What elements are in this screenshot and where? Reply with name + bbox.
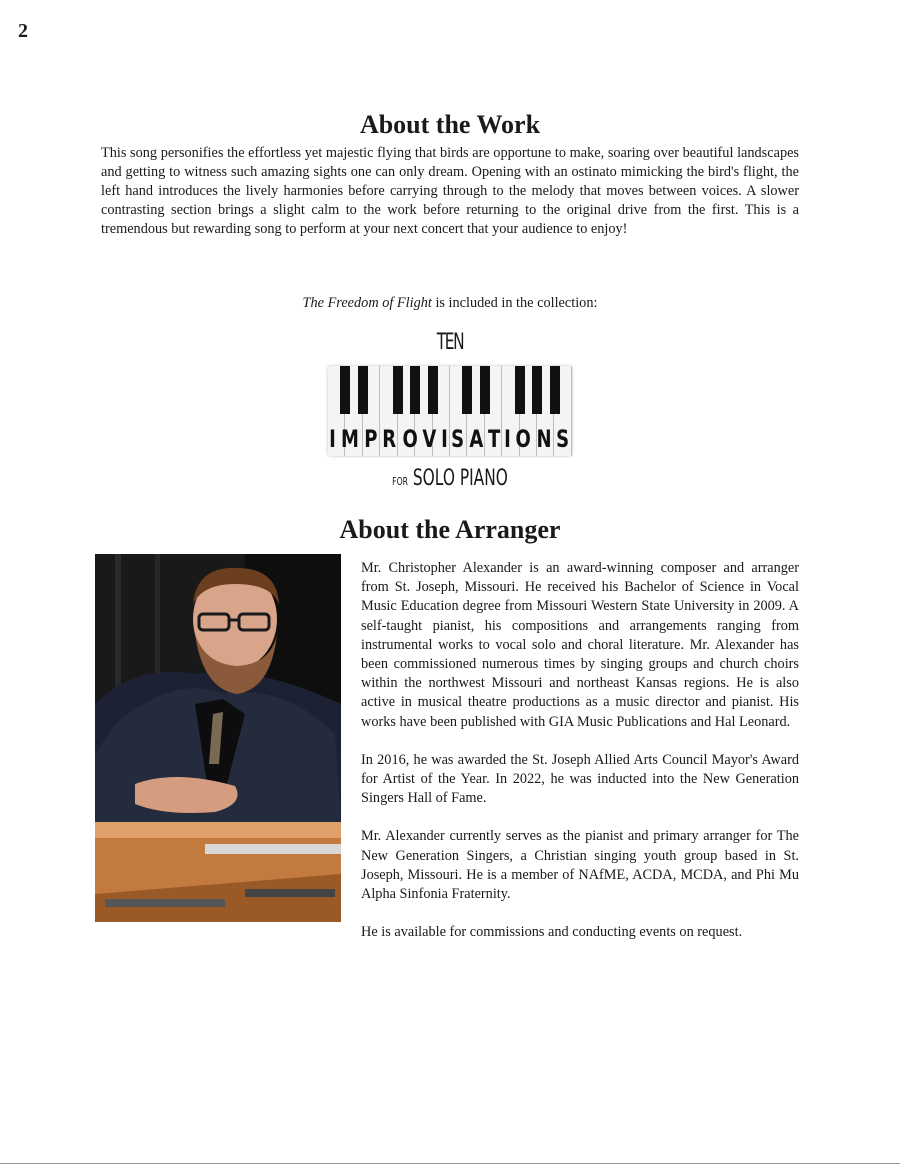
black-key [532, 366, 542, 414]
logo-letter: M [340, 425, 359, 453]
collection-line [0, 295, 900, 312]
logo-improvisations-text [328, 422, 572, 456]
arranger-bio [361, 559, 799, 961]
arranger-portrait-icon [95, 554, 341, 922]
collection-suffix: is included in the collection: [431, 295, 598, 311]
black-key [550, 366, 560, 414]
black-key [515, 366, 525, 414]
page-number: 2 [18, 20, 28, 42]
logo-letter: O [515, 425, 531, 453]
about-work-heading: About the Work [359, 110, 541, 139]
black-key [410, 366, 420, 414]
logo-letter: P [364, 425, 378, 453]
bio-paragraph: In 2016, he was awarded the St. Joseph Allied Arts Council Mayor's Award for Artist of the Year. In 2022, he was inducted into the New Generation Singers Hall of Fame. [361, 751, 799, 807]
about-arranger-heading: About the Arranger [339, 515, 561, 544]
logo-ten-text: TEN [436, 330, 464, 355]
black-key [480, 366, 490, 414]
black-key [462, 366, 472, 414]
logo-letter: I [329, 425, 337, 453]
logo-letter: V [422, 425, 437, 453]
collection-logo [322, 330, 578, 500]
logo-bottom-text: SOLO PIANO [412, 466, 508, 491]
arranger-portrait-photo [95, 554, 341, 922]
logo-letter: I [440, 425, 448, 453]
black-key [393, 366, 403, 414]
logo-for-text: FOR [392, 475, 408, 488]
logo-letter: N [536, 425, 552, 453]
bio-paragraph: He is available for commissions and conducting events on request. [361, 924, 743, 941]
black-key [428, 366, 438, 414]
logo-letter: I [504, 425, 511, 453]
logo-letter: S [556, 425, 570, 453]
logo-letter: T [488, 425, 501, 453]
logo-letter: S [451, 425, 465, 453]
black-key [340, 366, 350, 414]
bio-paragraph: Mr. Alexander currently serves as the pianist and primary arranger for The New Generation Singers, a Christian singing youth group based in St. Joseph, Missouri. He is a member of NAfME, ACDA, MCDA, and Phi Mu Alpha Sinfonia Fraternity. [361, 828, 799, 903]
logo-solo-piano-text [360, 466, 539, 491]
black-key [358, 366, 368, 414]
logo-letter: A [469, 425, 484, 453]
about-work-text: This song personifies the effortless yet majestic flying that birds are opportune to make, soaring over beautiful landscapes and getting to witness such amazing sights one can only dream. Opening with an ostinato mimicking the bird's flight, the left hand introduces the lively harmonies before carrying through to the melody that moves between voices. A slower contrasting section brings a slight calm to the work before returning to the original drive from the first. This is a tremendous but rewarding song to perform at your next concert that your audience to enjoy! [101, 145, 799, 237]
piece-title: The Freedom of Flight [302, 295, 432, 311]
bio-paragraph: Mr. Christopher Alexander is an award-winning composer and arranger from St. Joseph, Missouri. He received his Bachelor of Science in Vocal Music Education degree from Missouri Western State University in 2009. A self-taught pianist, his compositions and arrangements ranging from instrumental works to vocal solo and choral literature. Mr. Alexander has been commissioned numerous times by singing groups and church choirs within the northwest Missouri and northeast Kansas regions. He is also active in musical theatre productions as a music director and pianist. His works have been published with GIA Music Publications and Hal Leonard. [361, 560, 799, 730]
logo-letter: R [382, 425, 397, 453]
logo-letter: O [402, 425, 418, 453]
